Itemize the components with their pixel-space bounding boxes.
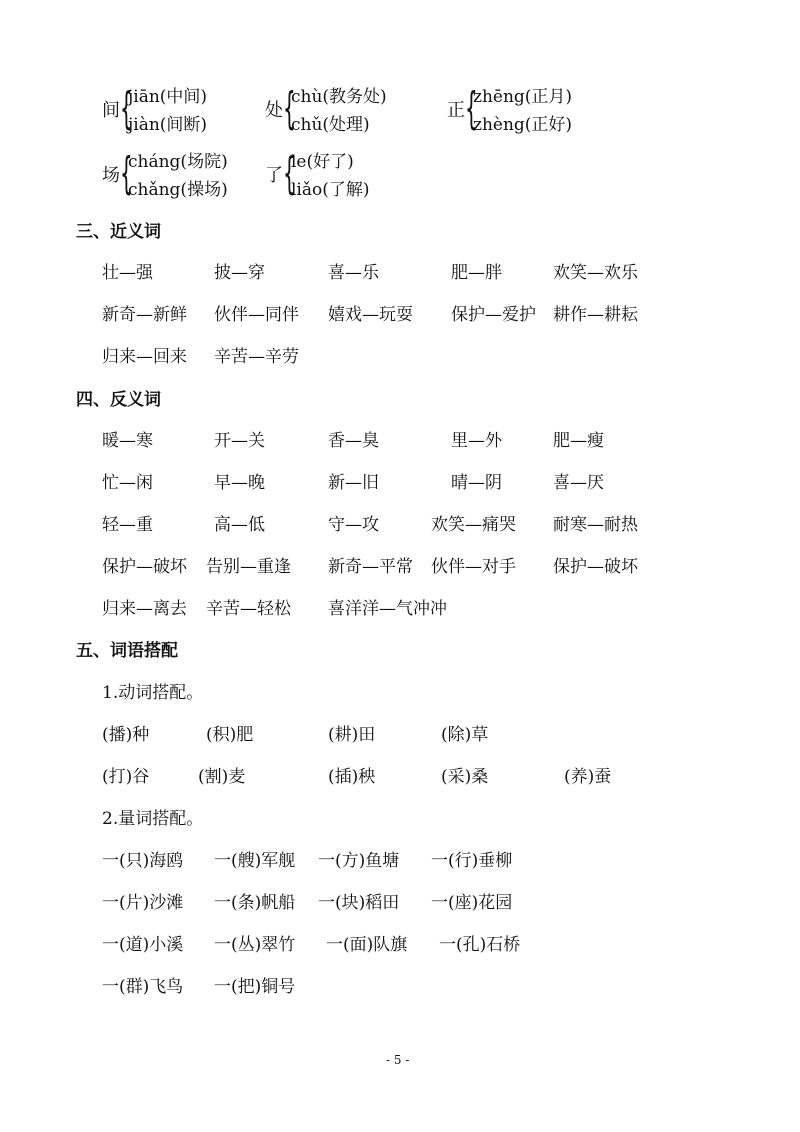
collocation-item: (耕)田 [328, 725, 376, 745]
antonym-pair: 伙伴—对手 [431, 557, 516, 577]
antonym-pair: 耐寒—耐热 [553, 515, 638, 535]
section-heading-synonyms: 三、近义词 [76, 222, 161, 242]
antonym-pair: 保护—破坏 [553, 557, 638, 577]
polyphone-reading: le(好了) [291, 152, 354, 172]
polyphone-reading: liǎo(了解) [291, 180, 370, 200]
antonym-pair: 开—关 [214, 431, 265, 451]
synonym-pair: 嬉戏—玩耍 [328, 305, 413, 325]
collocation-item: 一(条)帆船 [214, 893, 296, 913]
collocation-item: 一(道)小溪 [102, 935, 184, 955]
collocation-item: (打)谷 [102, 767, 150, 787]
synonym-pair: 披—穿 [214, 263, 265, 283]
collocation-item: 一(方)鱼塘 [318, 851, 400, 871]
synonym-pair: 喜—乐 [328, 263, 379, 283]
polyphone-char: 正 [447, 100, 465, 121]
antonym-pair: 归来—离去 [102, 599, 187, 619]
polyphone-char: 场 [102, 165, 120, 186]
antonym-pair: 晴—阴 [451, 473, 502, 493]
antonym-pair: 守—攻 [328, 515, 379, 535]
polyphone-reading: jiān(中间) [128, 87, 208, 107]
page-number: - 5 - [386, 1053, 410, 1067]
collocation-item: (采)桑 [441, 767, 489, 787]
antonym-pair: 告别—重逢 [206, 557, 291, 577]
synonym-pair: 耕作—耕耘 [553, 305, 638, 325]
antonym-pair: 欢笑—痛哭 [431, 515, 516, 535]
collocation-item: 一(丛)翠竹 [214, 935, 296, 955]
subsection-title-verb: 1.动词搭配。 [102, 683, 204, 703]
synonym-pair: 新奇—新鲜 [102, 305, 187, 325]
antonym-pair: 新—旧 [328, 473, 379, 493]
collocation-item: 一(面)队旗 [326, 935, 408, 955]
antonym-pair: 保护—破坏 [102, 557, 187, 577]
antonym-pair: 香—臭 [328, 431, 379, 451]
collocation-item: 一(孔)石桥 [439, 935, 521, 955]
synonym-pair: 肥—胖 [451, 263, 502, 283]
synonym-pair: 归来—回来 [102, 347, 187, 367]
section-heading-antonyms: 四、反义词 [76, 390, 161, 410]
antonym-pair: 喜洋洋—气冲冲 [328, 599, 447, 619]
collocation-item: (插)秧 [328, 767, 376, 787]
antonym-pair: 暖—寒 [102, 431, 153, 451]
collocation-item: (割)麦 [198, 767, 246, 787]
polyphone-reading: zhēng(正月) [473, 87, 573, 107]
polyphone-reading: cháng(场院) [128, 152, 228, 172]
collocation-item: 一(群)飞鸟 [102, 977, 184, 997]
section-heading-collocation: 五、词语搭配 [76, 641, 178, 661]
polyphone-reading: chǎng(操场) [128, 180, 228, 200]
brace-icon: { [283, 148, 296, 199]
polyphone-reading: zhèng(正好) [473, 115, 573, 135]
collocation-item: 一(艘)军舰 [214, 851, 296, 871]
polyphone-char: 处 [265, 100, 283, 121]
collocation-item: 一(片)沙滩 [102, 893, 184, 913]
polyphone-reading: jiàn(间断) [128, 115, 208, 135]
collocation-item: 一(只)海鸥 [102, 851, 184, 871]
collocation-item: 一(行)垂柳 [431, 851, 513, 871]
collocation-item: (积)肥 [206, 725, 254, 745]
subsection-title-measure: 2.量词搭配。 [102, 809, 204, 829]
collocation-item: 一(座)花园 [431, 893, 513, 913]
polyphone-reading: chǔ(处理) [291, 115, 370, 135]
brace-icon: { [283, 83, 296, 134]
antonym-pair: 喜—厌 [553, 473, 604, 493]
antonym-pair: 新奇—平常 [328, 557, 413, 577]
antonym-pair: 早—晚 [214, 473, 265, 493]
collocation-item: (除)草 [441, 725, 489, 745]
polyphone-char: 了 [265, 165, 283, 186]
collocation-item: (养)蚕 [564, 767, 612, 787]
polyphone-char: 间 [102, 100, 120, 121]
polyphone-reading: chù(教务处) [291, 87, 387, 107]
collocation-item: 一(把)铜号 [214, 977, 296, 997]
brace-icon: { [465, 83, 478, 134]
synonym-pair: 壮—强 [102, 263, 153, 283]
synonym-pair: 保护—爱护 [451, 305, 536, 325]
antonym-pair: 轻—重 [102, 515, 153, 535]
antonym-pair: 辛苦—轻松 [206, 599, 291, 619]
antonym-pair: 肥—瘦 [553, 431, 604, 451]
antonym-pair: 忙—闲 [102, 473, 153, 493]
synonym-pair: 辛苦—辛劳 [214, 347, 299, 367]
collocation-item: (播)种 [102, 725, 150, 745]
antonym-pair: 高—低 [214, 515, 265, 535]
collocation-item: 一(块)稻田 [318, 893, 400, 913]
antonym-pair: 里—外 [451, 431, 502, 451]
brace-icon: { [120, 148, 133, 199]
synonym-pair: 伙伴—同伴 [214, 305, 299, 325]
synonym-pair: 欢笑—欢乐 [553, 263, 638, 283]
brace-icon: { [120, 83, 133, 134]
